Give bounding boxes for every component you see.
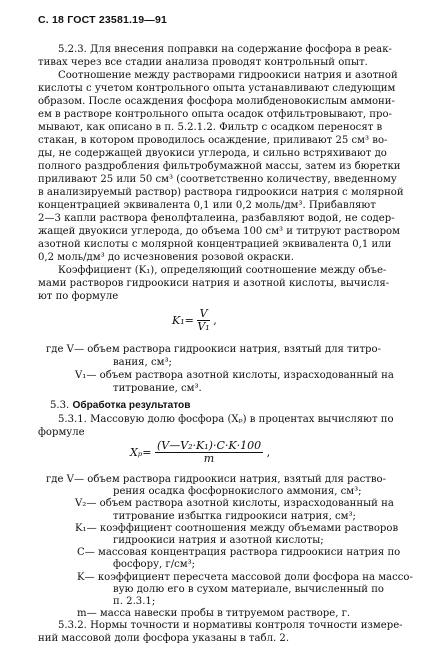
- definition-line: K₁— коэффициент соотношения между объемами растворов: [75, 522, 399, 534]
- definition-line: п. 2.3.1;: [113, 596, 156, 607]
- text-line: стакан, в котором проводилось осаждение, приливают 25 см³ во-: [38, 135, 388, 146]
- definition-line: K— коэффициент пересчета массовой доли фосфора на массо-: [77, 571, 413, 583]
- page-header: С. 18 ГОСТ 23581.19—91: [38, 14, 168, 26]
- text-line: формуле: [38, 427, 85, 438]
- text-line: приливают 25 или 50 см³ (соответственно количеству, введенному: [38, 174, 397, 185]
- text-line: Соотношение между растворами гидроокиси натрия и азотной: [58, 70, 398, 81]
- text-line: ют по формуле: [38, 291, 119, 302]
- formula-lhs: K₁=: [172, 314, 194, 327]
- definition-line: гидроокиси натрия и азотной кислоты;: [113, 535, 324, 546]
- definition-line: титрование избытка гидроокиси натрия, см³;: [113, 510, 356, 522]
- formula-denominator: m: [203, 452, 215, 465]
- text-line: жащей двуокиси углерода, до объема 100 см³ и титруют раствором: [38, 226, 400, 237]
- definition-line: m— масса навески пробы в титруемом растворе, г.: [77, 608, 351, 620]
- text-line: концентрацией эквивалента 0,1 или 0,2 моль/дм³. Прибавляют: [38, 200, 376, 211]
- formula-numerator: (V—V₂·K₁)·C·K·100: [156, 439, 262, 452]
- formula-fraction: [197, 308, 209, 333]
- text-line: мами растворов гидроокиси натрия и азотной кислоты, вычисля-: [38, 278, 390, 289]
- text-line: ний массовой доли фосфора указаны в табл. 2.: [38, 632, 290, 644]
- definition-line: C— массовая концентрация раствора гидроокиси натрия по: [77, 547, 401, 559]
- text-line: кислоты с учетом контрольного опыта устанавливают следующим: [38, 83, 396, 94]
- text-line: 5.3.2. Нормы точности и нормативы контроля точности измере-: [58, 620, 403, 632]
- text-line: азотной кислоты с молярной концентрацией эквивалента 0,1 или: [38, 239, 392, 250]
- definition-line: фосфору, г/см³;: [113, 559, 196, 571]
- section-title: Обработка результатов: [72, 400, 191, 411]
- text-line: 0,2 моль/дм³ до исчезновения розовой окраски.: [38, 252, 294, 263]
- text-line: 5.3.1. Массовую долю фосфора (Xₚ) в процентах вычисляют по: [58, 414, 394, 425]
- text-line: 5.2.3. Для внесения поправки на содержание фосфора в реак-: [58, 44, 392, 55]
- text-line: Коэффициент (K₁), определяющий соотношение между объе-: [58, 265, 387, 276]
- definition-line: вую долю его в сухом материале, вычисленный по: [113, 583, 384, 595]
- section-heading: [50, 400, 190, 412]
- text-line: мывают, как описано в п. 5.2.1.2. Фильтр с осадком переносят в: [38, 122, 383, 133]
- formula-k1: [172, 308, 217, 333]
- definition-line: титрование, см³.: [113, 383, 202, 394]
- definition-line: V₁— объем раствора азотной кислоты, израсходованный на: [75, 370, 394, 381]
- text-line: полного раздробления фильтробумажной массы, затем из бюретки: [38, 161, 401, 172]
- definition-line: рения осадка фосфорнокислого аммония, см³;: [113, 486, 362, 498]
- text-line: в анализируемый раствор) раствора гидроокиси натрия с молярной: [38, 187, 404, 198]
- formula-fraction: [155, 440, 263, 465]
- definition-line: где V— объем раствора гидроокиси натрия, взятый для титро-: [46, 344, 381, 355]
- text-line: образом. После осаждения фосфора молибденовокислым аммони-: [38, 96, 395, 107]
- text-line: тивах через все стадии анализа проводят контрольный опыт.: [38, 57, 368, 68]
- formula-denominator: V₁: [197, 320, 210, 333]
- definition-line: вания, см³;: [113, 357, 172, 368]
- definition-line: V₂— объем раствора азотной кислоты, израсходованный на: [75, 498, 394, 510]
- text-line: ды, не содержащей двуокиси углерода, и сильно встряхивают до: [38, 148, 387, 159]
- formula-tail: ,: [266, 446, 271, 459]
- formula-xp: [130, 440, 270, 465]
- formula-tail: ,: [213, 314, 217, 327]
- section-number: 5.3.: [50, 400, 70, 411]
- definition-line: где V— объем раствора гидроокиси натрия, взятый для раство-: [46, 474, 387, 485]
- formula-numerator: V: [197, 308, 209, 321]
- formula-lhs: Xₚ=: [130, 446, 152, 459]
- text-line: ем в растворе контрольного опыта осадок отфильтровывают, про-: [38, 109, 392, 120]
- text-line: 2—3 капли раствора фенолфталеина, разбавляют водой, не содер-: [38, 213, 395, 224]
